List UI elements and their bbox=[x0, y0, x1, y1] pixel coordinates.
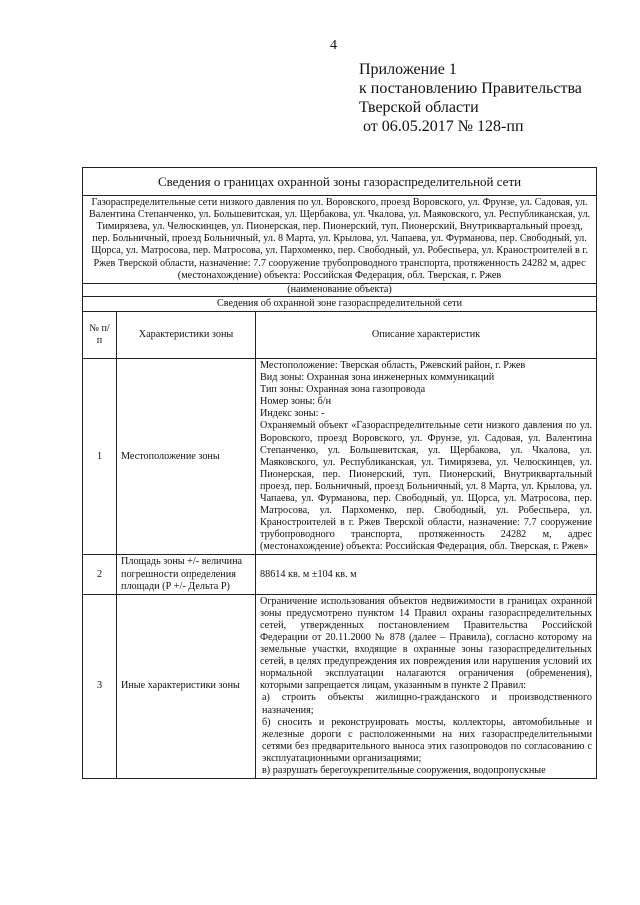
object-description bbox=[83, 196, 597, 297]
row-number: 2 bbox=[83, 555, 117, 594]
zone-info-header: Сведения об охранной зоне газораспределительной сети bbox=[83, 296, 597, 311]
row-characteristic: Местоположение зоны bbox=[117, 358, 256, 555]
protected-object-text: Охраняемый объект «Газораспределительные сети низкого давления по ул. Воровского, проезд Воровского, ул. Фрунзе, ул. Садовая, ул. Валентина Степанченко, ул. Большевитская, ул. Щербакова, ул. Чкалова, ул. Маяковского, ул. Республиканская, ул. Тимирязева, ул. Челюскинцев, ул. Пионерская, пер. Пионерский, туп. Пионерский, Внутриквартальный проезд, пер. Больничный, проезд Больничный, ул. 8 Марта, ул. Крылова, ул. Чапаева, ул. Фурманова, пер. Свободный, ул. Щорса, ул. Матросова, пер. Матросова, ул. Пархоменко, пер. Свободный, ул. Робеспьера, ул. Краностроителей в г. Ржев Тверской области, назначение: 7.7 сооружение трубопроводного транспорта, протяженность 24282 м, адрес (местонахождение) объекта: Российская Федерация, обл. Тверская, г. Ржев» bbox=[260, 420, 593, 553]
col-header-description: Описание характеристик bbox=[256, 311, 597, 358]
appendix-line-4: от 06.05.2017 № 128-пп bbox=[363, 118, 524, 135]
zone-type-line: Тип зоны: Охранная зона газопровода bbox=[260, 384, 426, 396]
page-number: 4 bbox=[330, 38, 337, 53]
restriction-item: а) строить объекты жилищно-гражданского и производственного назначения; bbox=[262, 692, 593, 716]
location-line: Местоположение: Тверская область, Ржевский район, г. Ржев bbox=[260, 359, 526, 371]
zone-index-line: Индекс зоны: - bbox=[260, 408, 325, 420]
zone-table bbox=[82, 167, 597, 779]
appendix-line-3: Тверской области bbox=[359, 99, 479, 116]
table-title: Сведения о границах охранной зоны газораспределительной сети bbox=[83, 168, 597, 196]
restrictions-intro: Ограничение использования объектов недвижимости в границах охранной зоны предусмотрено пунктом 14 Правил охраны газораспределительных сетей, утвержденных постановлением Правительства Российской Федерации от 20.11.2000 № 878 (далее – Правила), согласно которому на земельные участки, входящие в охранные зоны газораспределительных сетей, в целях предупреждения их повреждения или нарушения условий их нормальной эксплуатации налагаются ограничения (обременения), которыми запрещается лицам, указанным в пункте 2 Правил: bbox=[260, 595, 593, 692]
restriction-item: в) разрушать берегоукрепительные сооружения, водопропускные bbox=[262, 765, 546, 777]
appendix-line-1: Приложение 1 bbox=[359, 61, 457, 78]
object-caption: (наименование объекта) bbox=[83, 283, 596, 296]
col-header-num: № п/п bbox=[83, 311, 117, 358]
row-number: 1 bbox=[83, 358, 117, 555]
object-description-text: Газораспределительные сети низкого давления по ул. Воровского, проезд Воровского, ул. Фрунзе, ул. Садовая, ул. Валентина Степанченко, ул. Большевитская, ул. Щербакова, ул. Чкалова, ул. Маяковского, ул. Республиканская, ул. Тимирязева, ул. Челюскинцев, ул. Пионерская, пер. Пионерский, туп. Пионерский, Внутриквартальный проезд, пер. Больничный, проезд Больничный, ул. 8 Марта, ул. Крылова, ул. Чапаева, ул. Фурманова, пер. Свободный, ул. Щорса, ул. Матросова, пер. Матросова, ул. Пархоменко, пер. Свободный, ул. Робеспьера, ул. Краностроителей в г. Ржев Тверской области, назначение: 7.7 сооружение трубопроводного транспорта, протяженность 24282 м, адрес (местонахождение) объекта: Российская Федерация, обл. Тверская, г. Ржев bbox=[88, 197, 591, 281]
row-number: 3 bbox=[83, 594, 117, 778]
table-row bbox=[83, 594, 597, 778]
table-row bbox=[83, 555, 597, 594]
row-description bbox=[256, 358, 597, 555]
zone-number-line: Номер зоны: б/н bbox=[260, 396, 332, 408]
area-value: 88614 кв. м ±104 кв. м bbox=[260, 568, 357, 580]
col-header-characteristic: Характеристики зоны bbox=[117, 311, 256, 358]
zone-kind-line: Вид зоны: Охранная зона инженерных коммуникаций bbox=[260, 372, 495, 384]
table-row bbox=[83, 358, 597, 555]
row-description bbox=[256, 555, 597, 594]
row-characteristic: Иные характеристики зоны bbox=[117, 594, 256, 778]
appendix-line-2: к постановлению Правительства bbox=[359, 80, 582, 97]
row-characteristic: Площадь зоны +/- величина погрешности определения площади (Р +/- Дельта Р) bbox=[117, 555, 256, 594]
restriction-item: б) сносить и реконструировать мосты, коллекторы, автомобильные и железные дороги с расположенными на них газораспределительными сетями без предварительного выноса этих газопроводов по согласованию с эксплуатационными организациями; bbox=[262, 716, 593, 764]
row-description bbox=[256, 594, 597, 778]
appendix-header bbox=[359, 60, 582, 136]
